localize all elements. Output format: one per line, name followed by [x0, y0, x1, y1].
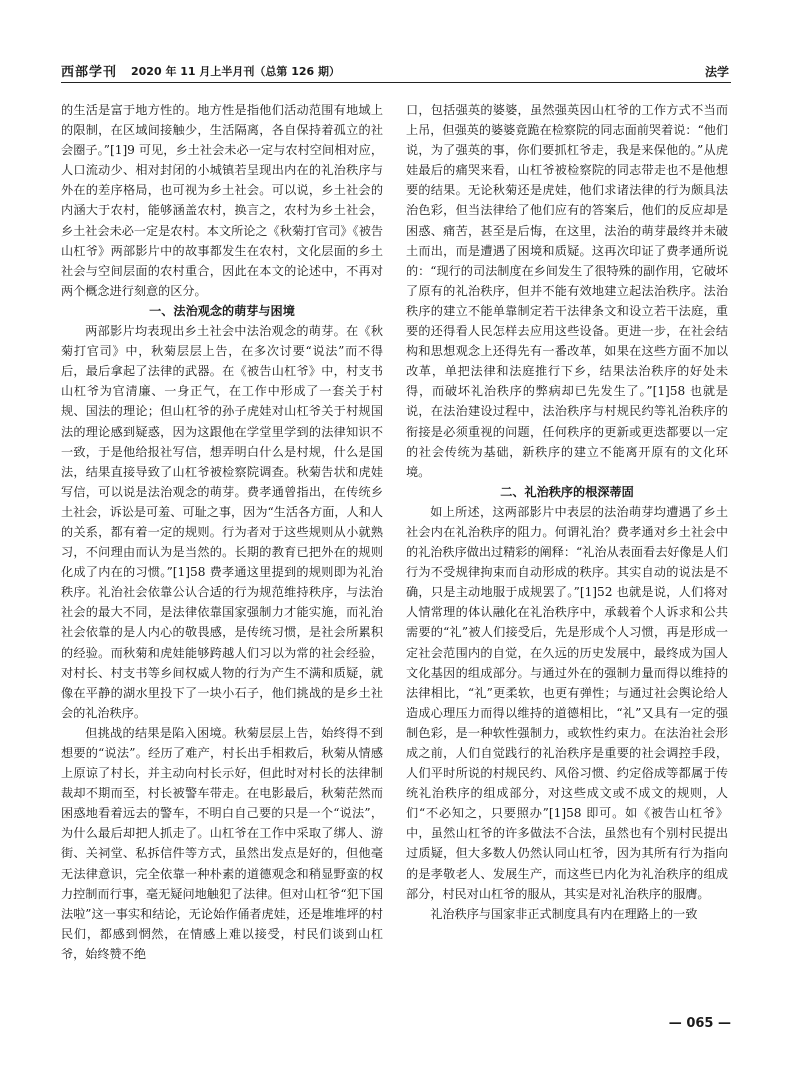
left-column: [61, 100, 383, 964]
paragraph: 两部影片均表现出乡土社会中法治观念的萌芽。在《秋菊打官司》中，秋菊层层上告，在多次讨要“说法”而不得后，最后拿起了法律的武器。在《被告山杠爷》中，村支书山杠爷为官清廉、一身正气，在工作中形成了一套关于村规、国法的理论；但山杠爷的孙子虎娃对山杠爷关于村规国法的理论感到疑惑，因为这跟他在学堂里学到的法律知识不一致，于是他给报社写信，想弄明白什么是村规，什么是国法，结果直接导致了山杠爷被检察院调查。秋菊告状和虎娃写信，可以说是法治观念的萌芽。费孝通曾指出，在传统乡土社会，诉讼是可羞、可耻之事，因为“生活各方面，人和人的关系，都有着一定的规则。行为者对于这些规则从小就熟习，不问理由而认为是当然的。长期的教育已把外在的规则化成了内在的习惯。”[1]58 费孝通这里提到的规则即为礼治秩序。礼治社会依靠公认合适的行为规范维持秩序，与法治社会的最大不同，是法律依靠国家强制力才能实施，而礼治社会依靠的是人内心的敬畏感，是传统习惯，是社会所累积的经验。而秋菊和虎娃能够跨越人们习以为常的社会经验，对村长、村支书等乡间权威人物的行为产生不满和质疑，就像在平静的湖水里投下了一块小石子，他们挑战的是乡土社会的礼治秩序。: [61, 324, 383, 720]
paragraph: 口，包括强英的婆婆，虽然强英因山杠爷的工作方式不当而上吊，但强英的婆婆竟跪在检察院的同志面前哭着说：“他们说，为了强英的事，你们要抓杠爷走，我是来保他的。”从虎娃最后的痛哭来看，山杠爷被检察院的同志带走也不是他想要的结果。无论秋菊还是虎娃，他们求诸法律的行为颇具法治色彩，但当法律给了他们应有的答案后，他们的反应却是困惑、痛苦，甚至是后悔，在这里，法治的萌芽最终并未破土而出，而是遭遇了困境和质疑。这再次印证了费孝通所说的：“现行的司法制度在乡间发生了很特殊的副作用，它破坏了原有的礼治秩序，但并不能有效地建立起法治秩序。法治秩序的建立不能单靠制定若干法律条文和设立若干法庭，重要的还得看人民怎样去应用这些设备。更进一步，在社会结构和思想观念上还得先有一番改革，如果在这些方面不加以改革，单把法律和法庭推行下乡，结果法治秩序的好处未得，而破坏礼治秩序的弊病却已先发生了。”[1]58 也就是说，在法治建设过程中，法治秩序与村规民约等礼治秩序的衔接是必须重视的问题，任何秩序的更新或更迭都要以一定的社会传统为基础，新秩序的建立不能离开原有的文化环境。: [406, 103, 728, 479]
issue-info: 2020 年 11 月上半月刊（总第 126 期）: [131, 65, 341, 78]
paragraph: 但挑战的结果是陷入困境。秋菊层层上告，始终得不到想要的“说法”。经历了难产，村长出手相救后，秋菊从情感上原谅了村长，并主动向村长示好，但此时对村长的法律制裁却不期而至，村长被警车带走。在电影最后，秋菊茫然而困惑地看着远去的警车，不明白自己要的只是一个“说法”，为什么最后却把人抓走了。山杠爷在工作中采取了绑人、游街、关祠堂、私拆信件等方式，虽然出发点是好的，但他毫无法律意识，完全依靠一种朴素的道德观念和稍显野蛮的权力控制而行事，毫无疑问地触犯了法律。但对山杠爷“犯下国法啦”这一事实和结论，无论始作俑者虎娃，还是堆堆坪的村民们，都感到惘然，在情感上难以接受，村民们谈到山杠爷，始终赞不绝: [61, 725, 383, 961]
section-label: 法学: [704, 65, 729, 79]
section-heading-1: 一、法治观念的萌芽与困境: [149, 303, 295, 318]
right-column: [406, 100, 728, 924]
page-number: — 065 —: [668, 1016, 731, 1031]
section-heading-2: 二、礼治秩序的根深蒂固: [500, 484, 634, 499]
journal-name: 西部学刊: [61, 65, 118, 80]
paragraph: 礼治秩序与国家非正式制度具有内在理路上的一致: [430, 906, 698, 921]
paragraph: 如上所述，这两部影片中表层的法治萌芽均遭遇了乡土社会内在礼治秩序的阻力。何谓礼治？费孝通对乡土社会中的礼治秩序做出过精彩的阐释：“礼治从表面看去好像是人们行为不受规律拘束而自动形成的秩序。其实自动的说法是不确，只是主动地服于成规罢了。”[1]52 也就是说，人们将对人情常理的体认融化在礼治秩序中，承载着个人诉求和公共需要的“礼”被人们接受后，先是形成个人习惯，再是形成一定社会范围内的自觉，在久远的历史发展中，最终成为国人文化基因的组成部分。与通过外在的强制力量而得以维持的法律相比，“礼”更柔软，也更有弹性；与通过社会舆论给人造成心理压力而得以维持的道德相比，“礼”又具有一定的强制色彩，是一种软性强制力，或软性约束力。在法治社会形成之前，人们自觉践行的礼治秩序是重要的社会调控手段，人们平时所说的村规民约、风俗习惯、约定俗成等都属于传统礼治秩序的组成部分，对这些成文或不成文的规则，人们“不必知之，只要照办”[1]58 即可。如《被告山杠爷》中，虽然山杠爷的许多做法不合法，虽然也有个别村民提出过质疑，但大多数人仍然认同山杠爷，因为其所有行为指向的是孝敬老人、发展生产，而这些已内化为礼治秩序的组成部分，村民对山杠爷的服从，其实是对礼治秩序的服膺。: [406, 504, 728, 901]
paragraph: 的生活是富于地方性的。地方性是指他们活动范围有地域上的限制，在区域间接触少，生活隔离，各自保持着孤立的社会圈子。”[1]9 可见，乡土社会未必一定与农村空间相对应，人口流动少、相对封闭的小城镇若呈现出内在的礼治秩序与外在的差序格局，也可视为乡土社会。可以说，乡土社会的内涵大于农村，能够涵盖农村，换言之，农村为乡土社会，乡土社会未必一定是农村。本文所论之《秋菊打官司》《被告山杠爷》两部影片中的故事都发生在农村，文化层面的乡土社会与空间层面的农村重合，因此在本文的论述中，不再对两个概念进行刻意的区分。: [61, 103, 383, 298]
running-header: [61, 60, 731, 83]
